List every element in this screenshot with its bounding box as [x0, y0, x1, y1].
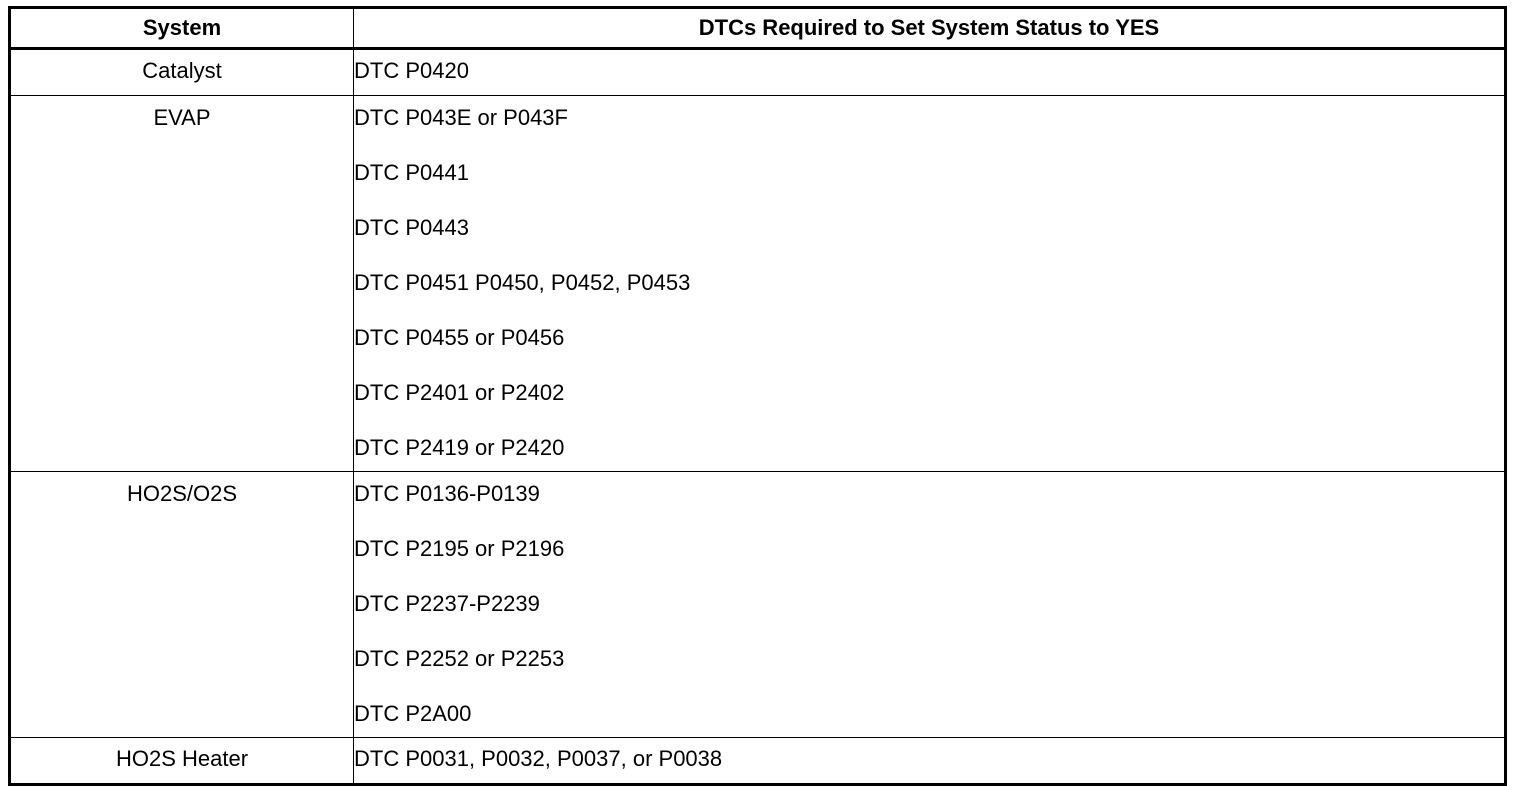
system-name: HO2S Heater — [115, 746, 249, 771]
dtc-cell — [354, 738, 1506, 785]
dtc-entry: DTC P2401 or P2402 — [354, 380, 565, 405]
header-system: System — [10, 8, 354, 49]
dtc-entry: DTC P2A00 — [354, 701, 472, 726]
dtc-entry: DTC P0420 — [354, 58, 469, 83]
dtc-entry: DTC P0443 — [354, 215, 469, 240]
dtc-system-status-table — [8, 6, 1507, 786]
table-header — [10, 8, 1506, 49]
table-row-evap — [10, 96, 1506, 472]
system-name: Catalyst — [142, 58, 222, 83]
dtc-entry: DTC P2419 or P2420 — [354, 435, 565, 460]
dtc-entry: DTC P2252 or P2253 — [354, 646, 565, 671]
dtc-entry: DTC P0136-P0139 — [354, 481, 540, 506]
system-cell — [10, 738, 354, 785]
dtc-entry: DTC P0031, P0032, P0037, or P0038 — [354, 746, 723, 771]
table-row-ho2s-o2s — [10, 472, 1506, 738]
dtc-cell — [354, 96, 1506, 472]
header-dtcs-required: DTCs Required to Set System Status to YES — [354, 8, 1506, 49]
table-row-catalyst — [10, 49, 1506, 96]
table-row-ho2s-heater — [10, 738, 1506, 785]
system-cell — [10, 49, 354, 96]
system-cell — [10, 472, 354, 738]
dtc-entry: DTC P2195 or P2196 — [354, 536, 565, 561]
dtc-entry: DTC P0441 — [354, 160, 469, 185]
dtc-entry: DTC P2237-P2239 — [354, 591, 540, 616]
table-body — [10, 49, 1506, 785]
system-name: HO2S/O2S — [126, 481, 238, 506]
system-name: EVAP — [153, 105, 211, 130]
dtc-entry: DTC P043E or P043F — [354, 105, 568, 130]
dtc-entry: DTC P0451 P0450, P0452, P0453 — [354, 270, 691, 295]
dtc-cell — [354, 472, 1506, 738]
dtc-cell — [354, 49, 1506, 96]
system-cell — [10, 96, 354, 472]
header-row — [10, 8, 1506, 49]
dtc-entry: DTC P0455 or P0456 — [354, 325, 565, 350]
